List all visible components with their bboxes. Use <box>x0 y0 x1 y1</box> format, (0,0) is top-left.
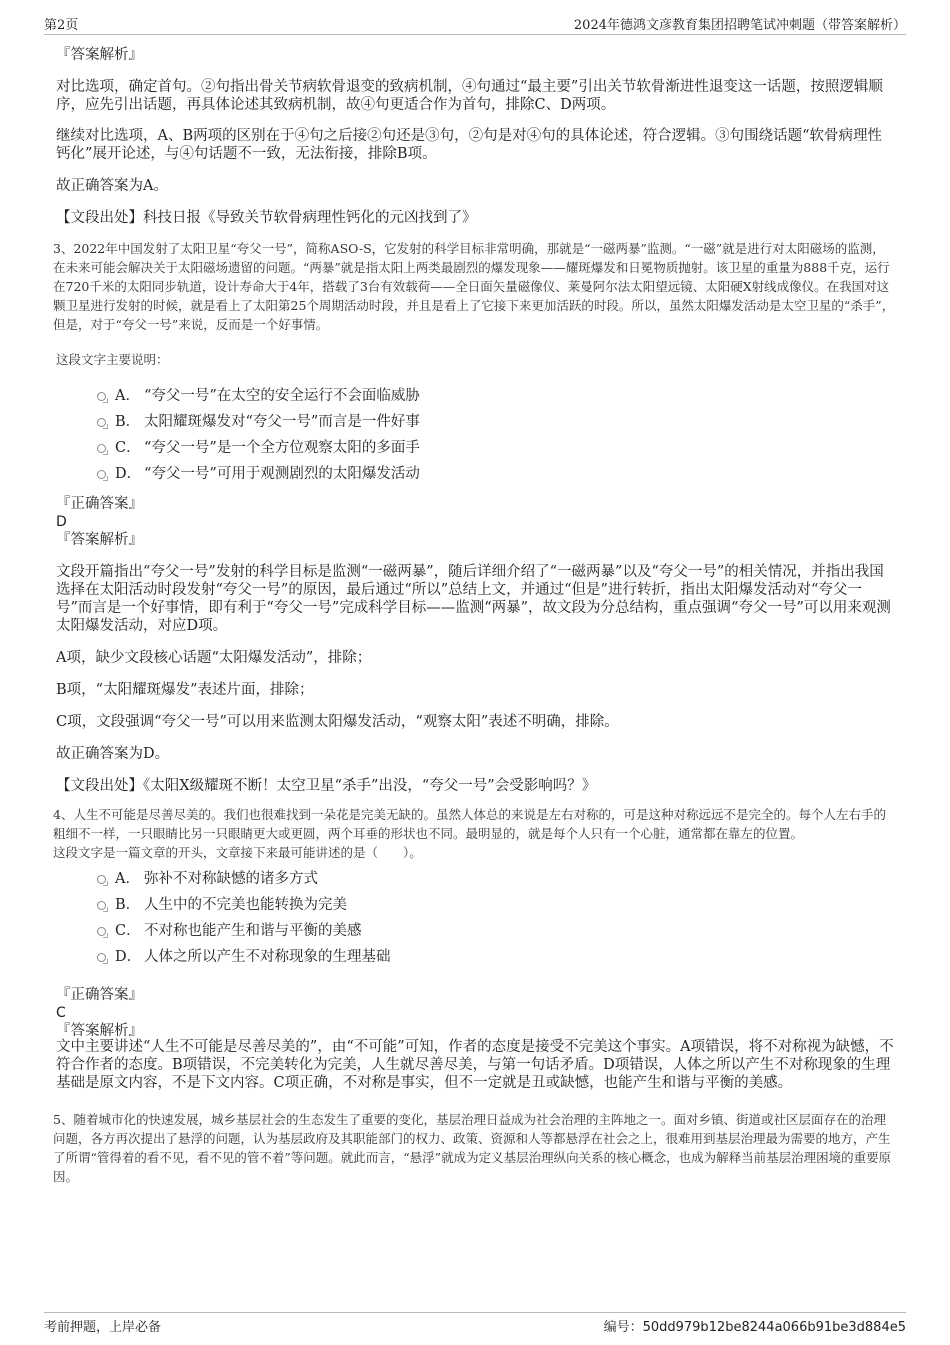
option-text: “夸父一号”是一个全方位观察太阳的多面手 <box>144 440 420 456</box>
option-text: 弥补不对称缺憾的诸多方式 <box>144 871 318 887</box>
page-content <box>53 46 896 1186</box>
footer-slogan: 考前押题，上岸必备 <box>44 1320 162 1335</box>
q3-option-d[interactable] <box>56 461 896 487</box>
q4-correct-label: 『正确答案』 <box>56 987 143 1003</box>
code-label: 编号： <box>603 1320 643 1335</box>
page-number: 第2页 <box>44 18 79 33</box>
q3-note-b: B项，“太阳耀斑爆发”表述片面，排除； <box>56 682 314 698</box>
radio-icon[interactable] <box>97 444 106 453</box>
radio-icon[interactable] <box>97 470 106 479</box>
option-letter: C． <box>115 440 141 456</box>
q5-passage: 5、随着城市化的快速发展，城乡基层社会的生态发生了重要的变化，基层治理日益成为社会治理的主阵地之一。面对乡镇、街道或社区层面存在的治理问题，各方再次提出了悬浮的问题，认为基层政府及其职能部门的权力、政策、资源和人等都悬浮在社会之上，很难用到基层治理最为需要的地方，产生了所谓“管得着的看不见，看不见的管不着”等问题。就此而言，“悬浮”就成为定义基层治理纵向关系的核心概念，也成为解释当前基层治理困境的重要原因。 <box>53 1112 892 1184</box>
radio-icon[interactable] <box>97 392 106 401</box>
q2-analysis-para1: 对比选项，确定首句。②句指出骨关节病软骨退变的致病机制，④句通过“最主要”引出关节软骨渐进性退变这一话题，按照逻辑顺序，应先引出话题，再具体论述其致病机制，故④句更适合作为首句，排除C、D两项。 <box>56 79 883 113</box>
option-text: “夸父一号”可用于观测剧烈的太阳爆发活动 <box>144 466 420 482</box>
q3-correct-label: 『正确答案』 <box>56 496 143 512</box>
q3-option-c[interactable] <box>56 435 896 461</box>
q4-option-a[interactable] <box>56 866 896 892</box>
option-letter: A． <box>115 871 140 887</box>
radio-icon[interactable] <box>97 875 106 884</box>
q3-passage: 3、2022年中国发射了太阳卫星“夸父一号”，简称ASO-S，它发射的科学目标非常明确，那就是“一磁两暴”监测。“一磁”就是进行对太阳磁场的监测，在未来可能会解决关于太阳磁场遗留的问题。“两暴”就是指太阳上两类最剧烈的爆发现象——耀斑爆发和日冕物质抛射。该卫星的重量为888千克，运行在720千米的太阳同步轨道，设计寿命大于4年，搭载了3台有效载荷——全日面矢量磁像仪、莱曼阿尔法太阳望远镜、太阳硬X射线成像仪。在我国对这颗卫星进行发射的时候，就是看上了太阳第25个周期活动时段，并且是看上了它接下来更加活跃的时段。所以，虽然太阳爆发活动是太空卫星的“杀手”，但是，对于“夸父一号”来说，反而是一个好事情。 <box>53 241 895 332</box>
option-letter: C． <box>115 923 141 939</box>
document-code <box>604 1316 906 1335</box>
q4-option-c[interactable] <box>56 918 896 944</box>
option-text: 人体之所以产生不对称现象的生理基础 <box>144 949 391 965</box>
option-text: “夸父一号”在太空的安全运行不会面临威胁 <box>144 388 420 404</box>
q4-options <box>56 866 896 970</box>
radio-icon[interactable] <box>97 953 106 962</box>
q2-conclusion: 故正确答案为A。 <box>56 178 168 194</box>
q3-correct-answer: D <box>56 514 67 530</box>
q4-analysis: 文中主要讲述“人生不可能是尽善尽美的”，由“不可能”可知，作者的态度是接受不完美这个事实。A项错误，将不对称视为缺憾，不符合作者的态度。B项错误，不完美转化为完美，人生就尽善尽美，与第一句话矛盾。D项错误，人体之所以产生不对称现象的生理基础是原文内容，不是下文内容。C项正确，不对称是事实，但不一定就是丑或缺憾，也能产生和谐与平衡的美感。 <box>56 1039 894 1091</box>
page-footer <box>44 1312 906 1335</box>
option-letter: D． <box>115 949 142 965</box>
page-header <box>44 12 906 35</box>
q3-options <box>56 383 896 487</box>
option-letter: B． <box>115 897 141 913</box>
q3-note-a: A项，缺少文段核心话题“太阳爆发活动”，排除； <box>56 650 372 666</box>
q3-source: 【文段出处】《太阳X级耀斑不断！太空卫星“杀手”出没，“夸父一号”会受影响吗？》 <box>56 778 597 794</box>
option-text: 人生中的不完美也能转换为完美 <box>144 897 347 913</box>
radio-icon[interactable] <box>97 901 106 910</box>
q4-correct-answer: C <box>56 1005 66 1021</box>
document-title: 2024年德鸿文彦教育集团招聘笔试冲刺题（带答案解析） <box>573 18 906 33</box>
q3-option-a[interactable] <box>56 383 896 409</box>
q3-conclusion: 故正确答案为D。 <box>56 746 170 762</box>
q4-passage: 4、人生不可能是尽善尽美的。我们也很难找到一朵花是完美无缺的。虽然人体总的来说是左右对称的，可是这种对称远远不是完全的。每个人左右手的粗细不一样，一只眼睛比另一只眼睛更大或更圆，两个耳垂的形状也不同。最明显的，就是每个人只有一个心脏，通常都在靠左的位置。 <box>53 807 886 841</box>
q3-option-b[interactable] <box>56 409 896 435</box>
option-letter: B． <box>115 414 141 430</box>
q4-option-b[interactable] <box>56 892 896 918</box>
option-letter: A． <box>115 388 140 404</box>
q4-stem: 这段文字是一篇文章的开头，文章接下来最可能讲述的是（ ）。 <box>53 845 422 860</box>
q3-note-c: C项，文段强调“夸父一号”可以用来监测太阳爆发活动，“观察太阳”表述不明确，排除。 <box>56 714 619 730</box>
option-letter: D． <box>115 466 142 482</box>
q2-source: 【文段出处】科技日报《导致关节软骨病理性钙化的元凶找到了》 <box>56 210 477 226</box>
code-value: 50dd979b12be8244a066b91be3d884e5 <box>642 1320 906 1335</box>
q4-option-d[interactable] <box>56 944 896 970</box>
q3-analysis: 文段开篇指出“夸父一号”发射的科学目标是监测“一磁两暴”，随后详细介绍了“一磁两暴”以及“夸父一号”的相关情况，并指出我国选择在太阳活动时段发射“夸父一号”的原因，最后通过“所以”总结上文，并通过“但是”进行转折，指出太阳爆发活动对“夸父一号”而言是一个好事情，即有利于“夸父一号”完成科学目标——监测“两暴”，故文段为分总结构，重点强调“夸父一号”可以用来观测太阳爆发活动，对应D项。 <box>56 564 891 634</box>
q2-analysis-para2: 继续对比选项，A、B两项的区别在于④句之后接②句还是③句，②句是对④句的具体论述，符合逻辑。③句围绕话题“软骨病理性钙化”展开论述，与④句话题不一致，无法衔接，排除B项。 <box>56 128 883 162</box>
q3-stem: 这段文字主要说明： <box>56 352 169 367</box>
option-text: 太阳耀斑爆发对“夸父一号”而言是一件好事 <box>144 414 420 430</box>
radio-icon[interactable] <box>97 927 106 936</box>
q2-analysis-label: 『答案解析』 <box>56 47 143 63</box>
radio-icon[interactable] <box>97 418 106 427</box>
q3-analysis-label: 『答案解析』 <box>56 532 143 548</box>
q4-analysis-label: 『答案解析』 <box>56 1023 143 1039</box>
option-text: 不对称也能产生和谐与平衡的美感 <box>144 923 362 939</box>
